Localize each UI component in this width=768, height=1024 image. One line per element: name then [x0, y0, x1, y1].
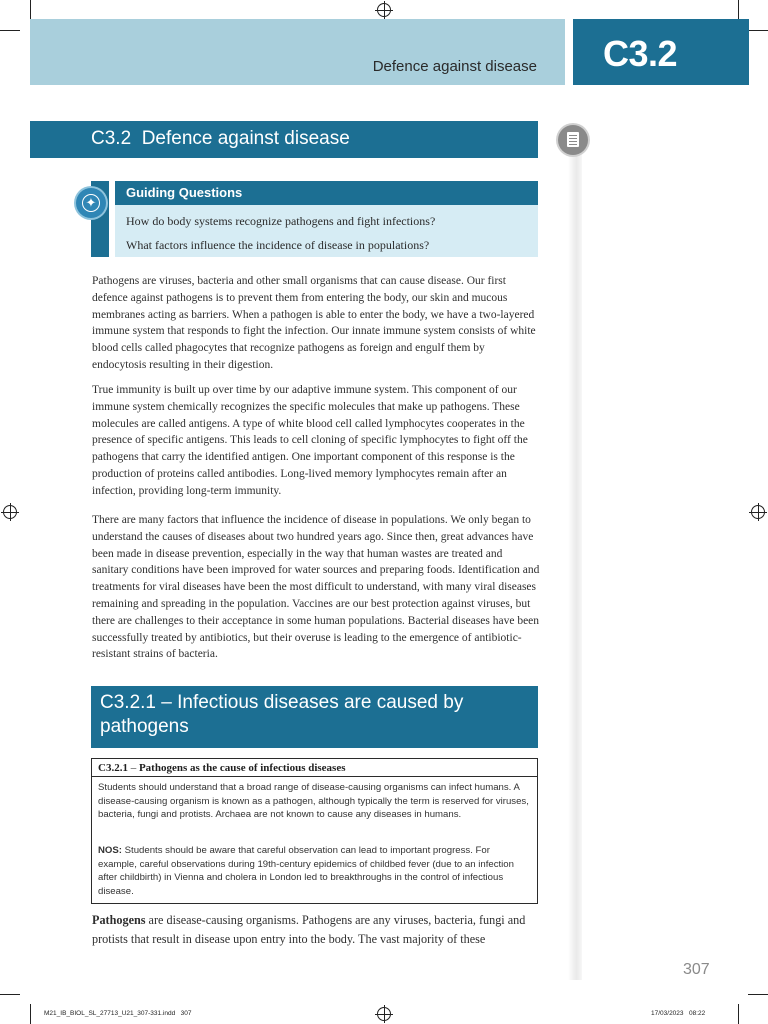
crop-mark [748, 994, 768, 995]
guiding-questions-heading: Guiding Questions [115, 181, 538, 205]
crop-mark [738, 0, 739, 20]
guiding-questions-list [115, 205, 538, 257]
nos-text: Students should be aware that careful observation can lead to important progress. For example, careful observations during 19th-century epidemics of childbed fever (due to an infection after childbirth) in Vienna and cholera in London led to breakthroughs in the control of infectious disease. [98, 845, 514, 897]
body-paragraph [92, 911, 540, 949]
guiding-questions-box [91, 181, 538, 257]
registration-mark-icon [377, 3, 391, 17]
guiding-question: How do body systems recognize pathogens and fight infections? [126, 214, 436, 228]
print-slug-date: 17/03/2023 08:22 [651, 1010, 706, 1017]
body-paragraph: Pathogens are viruses, bacteria and other small organisms that can cause disease. Our first defence against pathogens is to prevent them from entering the body, our skin and mucous membranes acting as barriers. When a pathogen is able to enter the body, we have a two-layered immune system that responds to fight the infection. Our innate immune system consists of white blood cells called phagocytes that recognize pathogens as foreign and engulf them by endocytosis resulting in their digestion. [92, 275, 536, 371]
syllabus-heading [92, 759, 537, 777]
section-title: C3.2 Defence against disease [91, 128, 350, 149]
chapter-tab [573, 19, 749, 85]
syllabus-nos [98, 844, 530, 898]
crop-mark [30, 1004, 31, 1024]
crop-mark [0, 30, 20, 31]
subsection-title: C3.2.1 – Infectious diseases are caused by pathogens [100, 692, 464, 737]
registration-mark-icon [377, 1007, 391, 1021]
page-gutter-shadow [568, 150, 582, 980]
guiding-question: What factors influence the incidence of disease in populations? [126, 238, 430, 252]
page-number: 307 [683, 961, 710, 978]
crop-mark [748, 30, 768, 31]
syllabus-heading-text: Pathogens as the cause of infectious diseases [138, 762, 346, 774]
running-title: Defence against disease [372, 58, 537, 75]
registration-mark-icon [3, 505, 17, 519]
syllabus-box [91, 758, 538, 904]
document-icon[interactable] [558, 125, 588, 155]
running-header [30, 19, 565, 85]
nos-label: NOS: [98, 845, 122, 856]
body-paragraph: There are many factors that influence the incidence of disease in populations. We only began to understand the causes of diseases about two hundred years ago. Since then, great advances have been made in disease prevention, especially in the way that human wastes are treated and sanitary conditions have been improved for water sources and preparing foods. Identification and treatments for viral diseases have been the most difficult to understand, with many viral diseases remaining and spreading in the population. Vaccines are our best protection against viruses, but there are challenges to their acceptance in some human populations. Bacterial diseases have been successfully treated by antibiotics, but their overuse is leading to the emergence of antibiotic-resistant strains of bacteria. [92, 514, 540, 661]
body-paragraph: True immunity is built up over time by our adaptive immune system. This component of our immune system chemically recognizes the specific molecules that make up pathogens. These molecules are called antigens. A type of white blood cell called lymphocytes cooperates in the presence of specific antigens. This leads to cell cloning of specific lymphocytes to fight off the pathogens that carry the identified antigen. One important component of this response is the production of proteins called antibodies. Long-lived memory lymphocytes remain after an infection, providing long-term immunity. [92, 384, 528, 497]
crop-mark [30, 0, 31, 20]
compass-icon: ✦ [76, 188, 106, 218]
crop-mark [0, 994, 20, 995]
paragraph-text: are disease-causing organisms. Pathogens are any viruses, bacteria, fungi and protists that result in disease upon entry into the body. The vast majority of these [92, 913, 526, 946]
print-slug-file: M21_IB_BIOL_SL_27713_U21_307-331.indd 307 [44, 1010, 192, 1017]
section-heading-bar [30, 121, 538, 158]
registration-mark-icon [751, 505, 765, 519]
chapter-code: C3.2 [603, 33, 678, 74]
key-term: Pathogens [92, 913, 146, 927]
syllabus-dash: – [127, 762, 139, 774]
crop-mark [738, 1004, 739, 1024]
syllabus-code: C3.2.1 [98, 762, 128, 774]
subsection-heading-bar [91, 686, 538, 748]
syllabus-text: Students should understand that a broad range of disease-causing organisms can infect humans. A disease-causing organism is known as a pathogen, although typically the term is reserved for viruses, bacteria, fungi and protists. Archaea are not known to cause any diseases in humans. [98, 782, 529, 821]
